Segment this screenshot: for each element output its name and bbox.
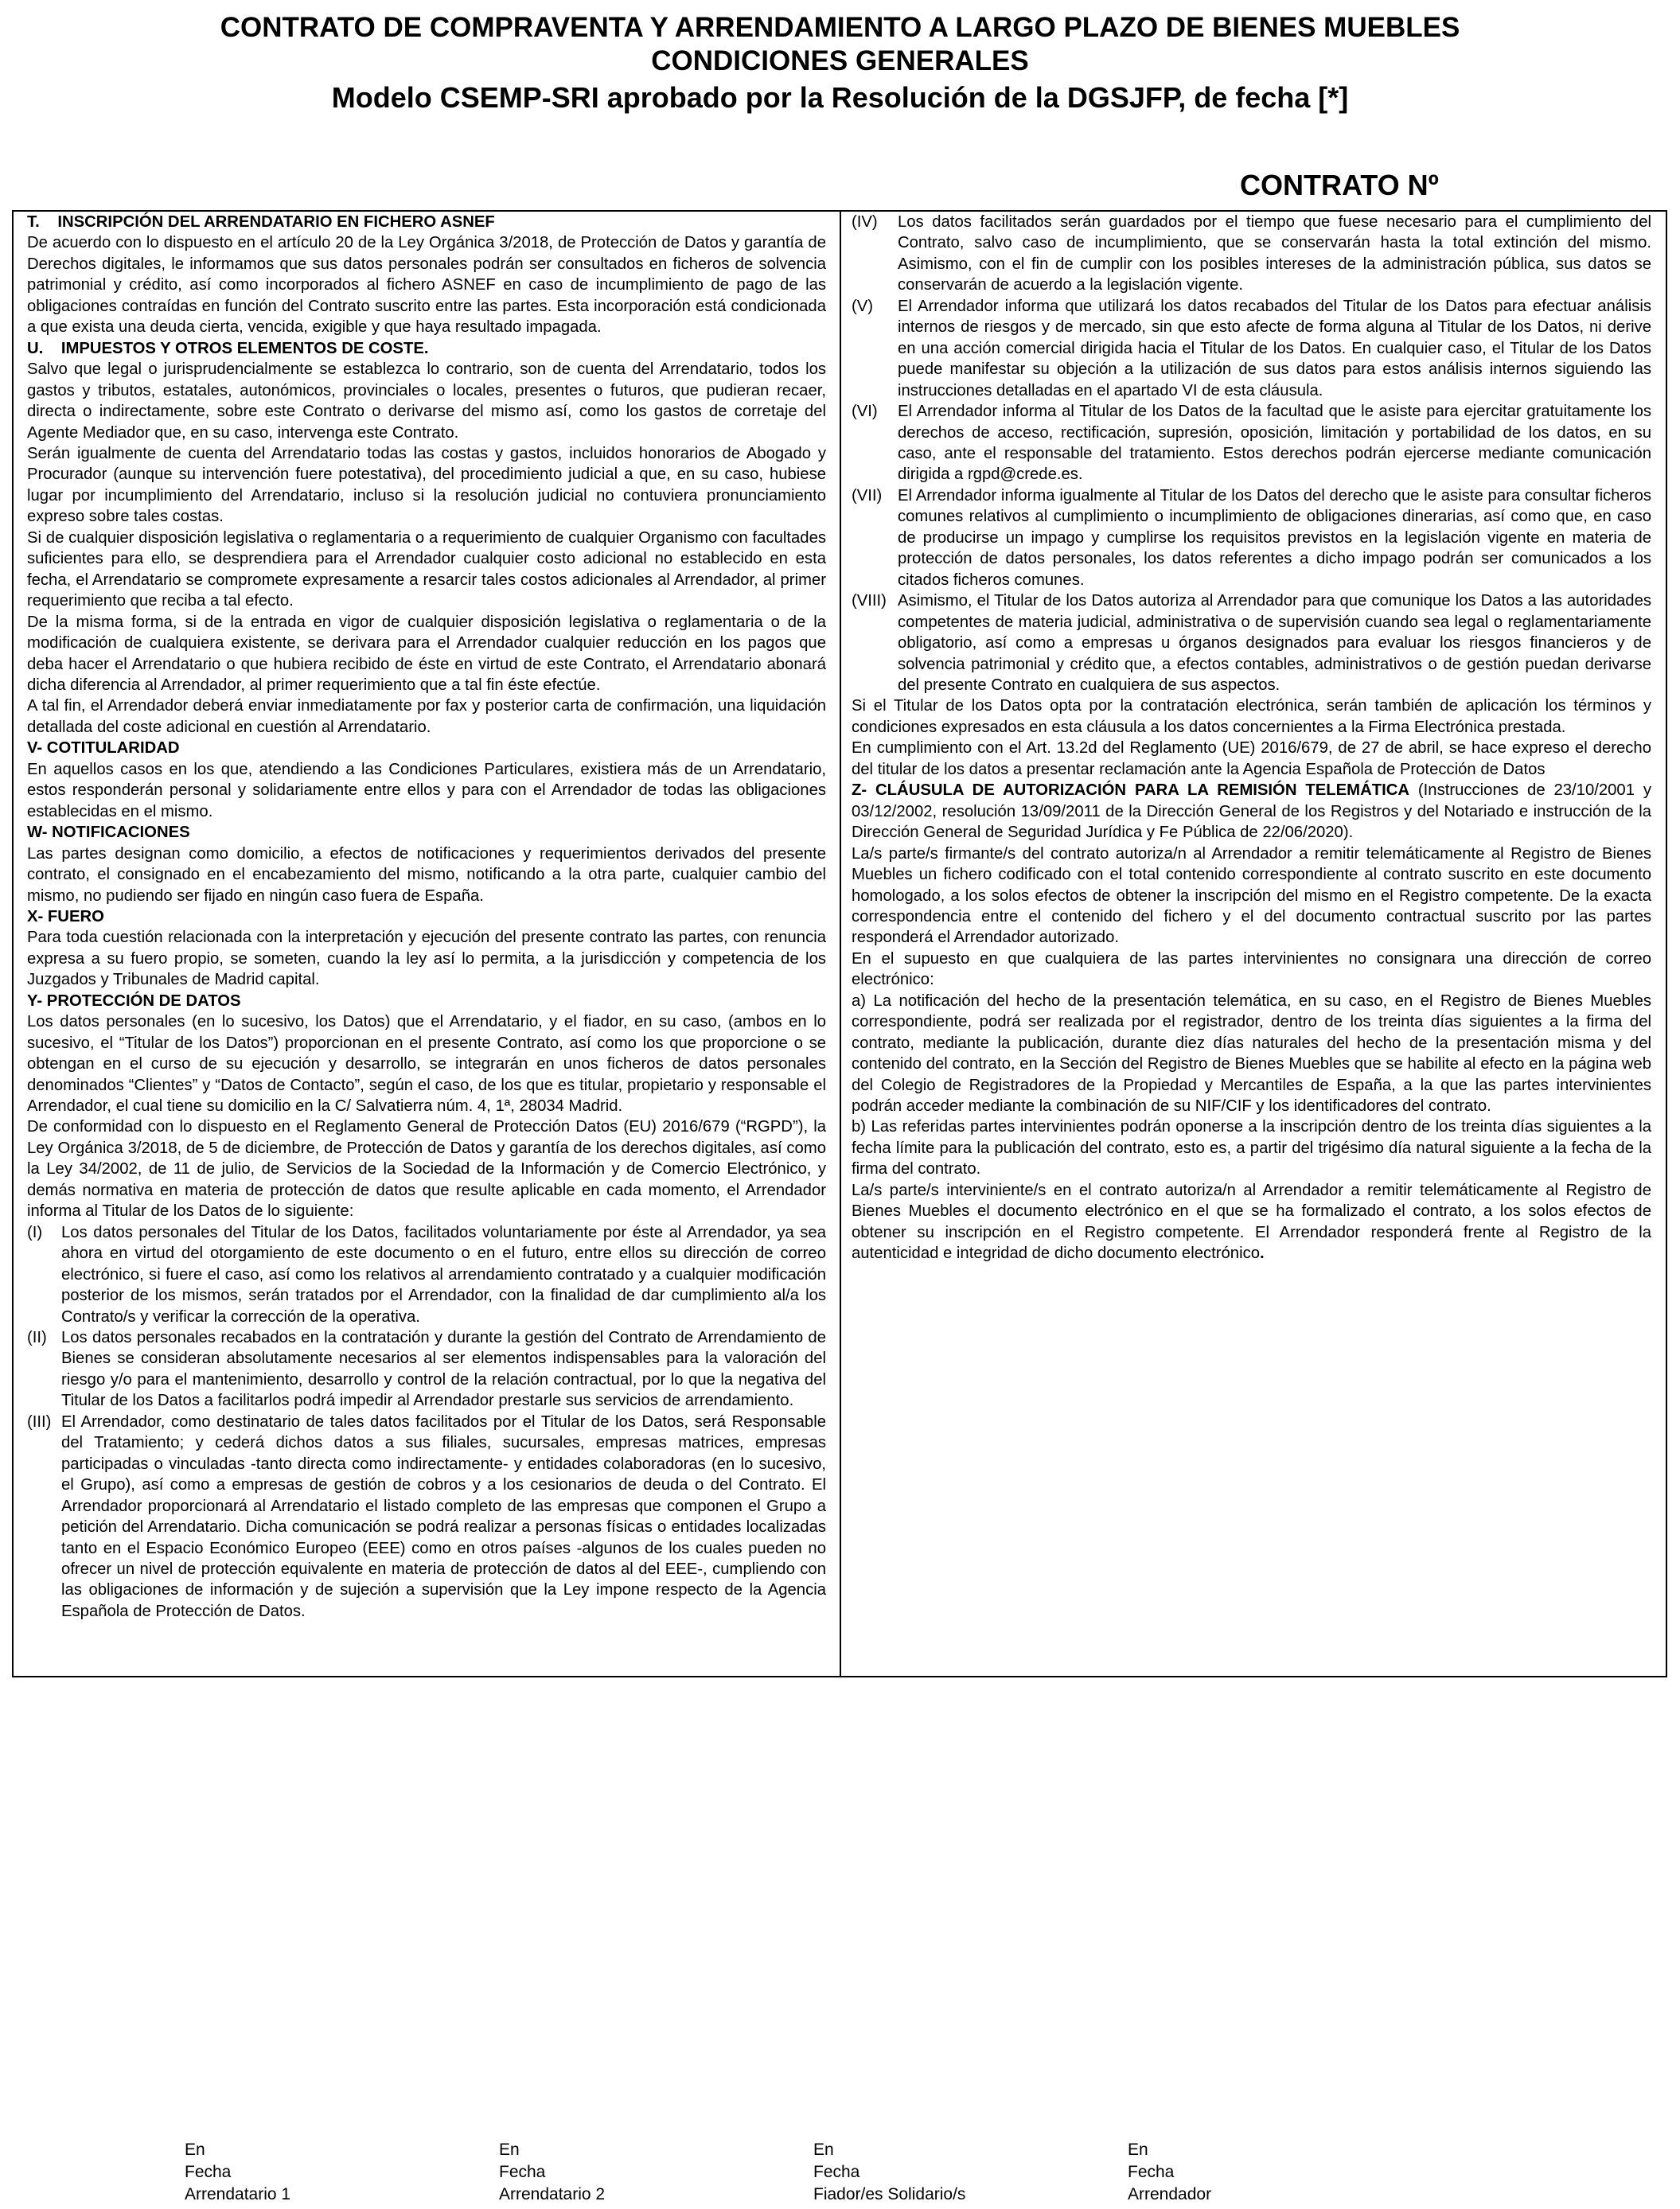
list-item — [852, 401, 1651, 485]
left-column — [27, 212, 826, 1622]
list-item-text: El Arrendador informa que utilizará los datos recabados del Titular de los Datos para efectuar análisis internos de riesgos y de mercado, sin que esto afecte de forma alguna al Titular de los Datos, ni derive en una acción comercial dirigida hacia el Titular de los Datos. En cualquier caso, el Titular de los Datos puede manifestar su objeción a la utilización de sus datos para estos análisis internos siguiendo las instrucciones detalladas en el apartado VI de esta cláusula. — [898, 297, 1651, 399]
list-item-number: (VI) — [852, 403, 878, 421]
clause-t-title: INSCRIPCIÓN DEL ARRENDATARIO EN FICHERO ASNEF — [57, 213, 495, 231]
column-divider — [840, 210, 841, 1677]
list-item — [852, 590, 1651, 695]
clause-z-heading-paragraph — [852, 780, 1651, 843]
list-item-number: (III) — [27, 1412, 52, 1431]
list-item-text: Los datos facilitados serán guardados por el tiempo que fuese necesario para el cumplimiento del Contrato, salvo caso de incumplimiento, que se conservarán hasta la total extinción del mismo. Asimismo, con el fin de cumplir con los posibles intereses de la administración pública, sus datos se conservarán de acuerdo a la legislación vigente. — [898, 213, 1651, 294]
clause-x-body: Para toda cuestión relacionada con la interpretación y ejecución del presente contrato las partes, con renuncia expresa a su fuero propio, se someten, cuando la ley así lo permita, a la jurisdicción y competencia de los Juzgados y Tribunales de Madrid capital. — [27, 929, 826, 989]
title-line-2: CONDICIONES GENERALES — [651, 45, 1029, 76]
document-header — [0, 11, 1680, 116]
clause-z-paragraph: b) Las referidas partes intervinientes podrán oponerse a la inscripción dentro de los treinta días siguientes a la fecha límite para la publicación del contrato, esto es, a partir del trigésimo día natural siguiente a la fecha de la firma del contrato. — [852, 1118, 1651, 1179]
clause-y-paragraph: En cumplimiento con el Art. 13.2d del Reglamento (UE) 2016/679, de 27 de abril, se hace expreso el derecho del titular de los datos a presentar reclamación ante la Agencia Española de Protección de Datos — [852, 739, 1651, 778]
signature-party: Fiador/es Solidario/s — [813, 2185, 966, 2203]
clause-v-body: En aquellos casos en los que, atendiendo a las Condiciones Particulares, existiera más de un Arrendatario, estos responderán personal y solidariamente entre ellos y para con el Arrendador de todas las obligaciones establecidas en el mismo. — [27, 760, 826, 820]
signature-place: En — [813, 2141, 834, 2159]
signature-block — [499, 2139, 605, 2206]
title-line-3: Modelo CSEMP-SRI aprobado por la Resolución de la DGSJFP, de fecha [*] — [331, 81, 1349, 114]
signature-date: Fecha — [1128, 2163, 1175, 2181]
list-item-number: (VIII) — [852, 592, 887, 610]
signature-date: Fecha — [185, 2163, 232, 2181]
clause-z-paragraph — [852, 1180, 1651, 1264]
clause-u-title: IMPUESTOS Y OTROS ELEMENTOS DE COSTE. — [60, 339, 429, 357]
title-line-1: CONTRATO DE COMPRAVENTA Y ARRENDAMIENTO A LARGO PLAZO DE BIENES MUEBLES — [220, 12, 1460, 43]
list-item-text: El Arrendador informa al Titular de los Datos de la facultad que le asiste para ejercitar gratuitamente los derechos de acceso, rectificación, supresión, oposición, limitación y portabilidad de los datos, en su caso, ante el responsable del tratamiento. Estos derechos podrán ejercerse mediante comunicación dirigida a rgpd@crede.es. — [898, 403, 1651, 484]
clause-v-heading: V- COTITULARIDAD — [27, 739, 180, 758]
list-item-text: El Arrendador informa igualmente al Titular de los Datos del derecho que le asiste para consultar ficheros comunes relativos al cumplimiento o incumplimiento de obligaciones dinerarias, así como que, en caso de producirse un impago y cumplirse los requisitos previstos en la legislación vigente en materia de protección de datos personales, los datos referentes a dicho impago podrán ser comunicados a los citados ficheros comunes. — [898, 486, 1651, 589]
clause-y-paragraph: Los datos personales (en lo sucesivo, los Datos) que el Arrendatario, y el fiador, en su caso, (ambos en lo sucesivo, el “Titular de los Datos”) proporcionan en el presente Contrato, así como los que proporcione o se obtengan en el curso de su ejecución y desarrollo, se integrarán en unos ficheros de datos personales denominados “Clientes” y “Datos de Contacto”, según el caso, de los que es titular, propietario y responsable el Arrendador, el cual tiene su domicilio en la C/ Salvatierra núm. 4, 1ª, 28034 Madrid. — [27, 1013, 826, 1116]
clause-z-final-period: . — [1260, 1245, 1265, 1263]
signature-party: Arrendatario 1 — [185, 2185, 291, 2203]
list-item-number: (V) — [852, 297, 874, 315]
clause-t-body: De acuerdo con lo dispuesto en el artículo 20 de la Ley Orgánica 3/2018, de Protección de Datos y garantía de Derechos digitales, le informamos que sus datos personales podrán ser consultados en ficheros de solvencia patrimonial y crédito, así como incorporados al fichero ASNEF en caso de incumplimiento de pago de las obligaciones contraídas en función del Contrato suscrito entre las partes. Esta incorporación está condicionada a que exista una deuda cierta, vencida, exigible y que haya resultado impagada. — [27, 234, 826, 337]
clause-u-paragraph: Si de cualquier disposición legislativa o reglamentaria o a requerimiento de cualquier Organismo con facultades suficientes para ello, se desprendiera para el Arrendador cualquier costo adicional no establecido en esta fecha, el Arrendatario se compromete expresamente a resarcir tales costos adicionales al Arrendador, al primer requerimiento que reciba a tal efecto. — [27, 528, 826, 610]
signature-place: En — [1128, 2141, 1148, 2159]
list-item-number: (VII) — [852, 486, 883, 505]
clause-w-body: Las partes designan como domicilio, a efectos de notificaciones y requerimientos derivados del presente contrato, el consignado en el encabezamiento del mismo, notificando a la otra parte, cualquier cambio del mismo, no pudiendo ser fijado en ningún caso fuera de España. — [27, 844, 826, 905]
clause-u-paragraph: De la misma forma, si de la entrada en vigor de cualquier disposición legislativa o reglamentaria o de la modificación de cualquiera existente, se derivara para el Arrendador cualquier reducción en los pagos que deba hacer el Arrendatario o que hubiera recibido de éste en virtud de este Contrato, el Arrendatario abonará dicha diferencia al Arrendador, al primer requerimiento que a tal fin éste efectúe. — [27, 613, 826, 694]
contract-number-label: CONTRATO Nº — [1240, 169, 1439, 201]
list-item — [27, 1327, 826, 1412]
clause-z-paragraph: En el supuesto en que cualquiera de las partes intervinientes no consignara una dirección de correo electrónico: — [852, 949, 1651, 989]
clause-u-number: U. — [27, 339, 44, 357]
clause-u-paragraph: Salvo que legal o jurisprudencialmente se establezca lo contrario, son de cuenta del Arrendatario, todos los gastos y tributos, estatales, autonómicos, provinciales o locales, presentes o futuros, que pudieran recaer, directa o indirectamente, sobre este Contrato o derivarse del mismo así, como los gastos de corretaje del Agente Mediador que, en su caso, intervenga este Contrato. — [27, 360, 826, 442]
clause-t-heading — [27, 212, 826, 232]
signature-block — [185, 2139, 290, 2206]
list-item-text: Los datos personales del Titular de los Datos, facilitados voluntariamente por éste al Arrendador, ya sea ahora en virtud del otorgamiento de este documento o en el futuro, entre ellos su dirección de correo electrónico, si fuere el caso, así como los relativos al arrendamiento contratado y a cualquier modificación posterior de los mismos, serán tratados por el Arrendador, con la finalidad de dar cumplimiento al/a los Contrato/s y verificar la corrección de la operativa. — [61, 1223, 826, 1326]
clause-w-heading: W- NOTIFICACIONES — [27, 824, 190, 842]
clause-u-paragraph: A tal fin, el Arrendador deberá enviar inmediatamente por fax y posterior carta de confirmación, una liquidación detallada del coste adicional en cuestión al Arrendatario. — [27, 697, 826, 736]
list-item-text: Asimismo, el Titular de los Datos autoriza al Arrendador para que comunique los Datos a las autoridades competentes de materia judicial, administrativa o de supervisión cuando sea legal o reglamentariamente obligatorio, así como a empresas u órganos designados para evaluar los riesgos financieros y de solvencia patrimonial y crédito que, a efectos contables, administrativos o de gestión puedan derivarse del presente Contrato en cualquiera de sus aspectos. — [898, 592, 1651, 694]
list-item-number: (I) — [27, 1223, 43, 1241]
right-column — [852, 212, 1651, 1264]
list-item — [852, 485, 1651, 590]
clause-z-paragraph: a) La notificación del hecho de la presentación telemática, en su caso, en el Registro de Bienes Muebles correspondiente, podrá ser realizada por el registrador, dentro de los treinta días siguientes a la firma del contrato, mediante la publicación, durante diez días naturales del hecho de la presentación misma y del contenido del contrato, en la Sección del Registro de Bienes Muebles que se habilite al efecto en la página web del Colegio de Registradores de la Propiedad y Mercantiles de España, a la que las partes intervinientes podrán acceder mediante la combinación de su NIF/CIF y los identificadores del contrato. — [852, 992, 1651, 1116]
signature-party: Arrendatario 2 — [499, 2185, 606, 2203]
signature-block — [813, 2139, 965, 2206]
clause-y-paragraph: De conformidad con lo dispuesto en el Reglamento General de Protección Datos (EU) 2016/679 (“RGPD”), la Ley Orgánica 3/2018, de 5 de diciembre, de Protección de Datos y garantía de los derechos digitales, así como la Ley 34/2002, de 11 de julio, de Servicios de la Sociedad de la Información y de Comercio Electrónico, y demás normativa en materia de protección de datos que resulte aplicable en cada momento, el Arrendador informa al Titular de los Datos de lo siguiente: — [27, 1118, 826, 1221]
clause-t-number: T. — [27, 213, 40, 231]
clause-u-heading — [27, 338, 826, 359]
list-item-text: El Arrendador, como destinatario de tales datos facilitados por el Titular de los Datos, será Responsable del Tratamiento; y cederá dichos datos a sus filiales, sucursales, empresas matrices, empresas participadas o vinculadas -tanto directa como indirectamente- y entidades colaboradoras (en lo sucesivo, el Grupo), así como a empresas de gestión de cobros y a los cesionarios de deuda o del Contrato. El Arrendador proporcionará al Arrendatario el listado completo de las empresas que componen el Grupo a petición del Arrendatario. Dicha comunicación se podrá realizar a personas físicas o entidades localizadas tanto en el Espacio Económico Europeo (EEE) como en otros países -algunos de los cuales pueden no ofrecer un nivel de protección equivalente en materia de protección de datos al del EEE-, cumpliendo con las obligaciones de información y de sujeción a supervisión que la Ley impone respecto de la Agencia Española de Protección de Datos. — [61, 1412, 826, 1620]
list-item — [27, 1412, 826, 1623]
clause-z-final-text: La/s parte/s interviniente/s en el contrato autoriza/n al Arrendador a remitir telemáticamente al Registro de Bienes Muebles el documento electrónico en el que se ha formalizado el contrato, a los solos efectos de obtener su inscripción en el Registro competente. El Arrendador responderá frente al Registro de la autenticidad e integridad de dicho documento electrónico — [852, 1181, 1651, 1263]
list-item — [27, 1222, 826, 1327]
clause-z-paragraph: La/s parte/s firmante/s del contrato autoriza/n al Arrendador a remitir telemáticamente al Registro de Bienes Muebles un fichero codificado con el total contenido correspondiente al contrato suscrito en este documento homologado, a los solos efectos de obtener la inscripción del mismo en el Registro competente. De la exacta correspondencia entre el contenido del fichero y el del documento contractual suscrito por las partes responderá el Arrendador autorizado. — [852, 844, 1651, 947]
clause-y-paragraph: Si el Titular de los Datos opta por la contratación electrónica, serán también de aplicación los términos y condiciones expresados en esta cláusula a los datos concernientes a la Firma Electrónica prestada. — [852, 697, 1651, 736]
signature-place: En — [185, 2141, 205, 2159]
signature-party: Arrendador — [1128, 2185, 1212, 2203]
signature-date: Fecha — [499, 2163, 546, 2181]
clause-y-heading: Y- PROTECCIÓN DE DATOS — [27, 992, 241, 1010]
list-item-number: (IV) — [852, 213, 878, 231]
signature-date: Fecha — [813, 2163, 860, 2181]
signature-place: En — [499, 2141, 520, 2159]
list-item — [852, 212, 1651, 296]
list-item-number: (II) — [27, 1329, 47, 1347]
list-item-text: Los datos personales recabados en la contratación y durante la gestión del Contrato de Arrendamiento de Bienes se consideran absolutamente necesarios al ser elementos indispensables para la valoración del riesgo y/o para el mantenimiento, desarrollo y control de la relación contractual, por lo que la negativa del Titular de los Datos a facilitarlos podrá impedir al Arrendador prestarle sus servicios de arrendamiento. — [61, 1329, 826, 1410]
clause-x-heading: X- FUERO — [27, 907, 104, 925]
clause-u-paragraph: Serán igualmente de cuenta del Arrendatario todas las costas y gastos, incluidos honorarios de Abogado y Procurador (aunque su intervención fuere potestativa), del procedimiento judicial a que, en su caso, hubiese lugar por incumplimiento del Arrendatario, incluso si la resolución judicial no contuviera pronunciamiento expreso sobre tales costas. — [27, 444, 826, 526]
list-item — [852, 296, 1651, 401]
clause-z-heading: Z- CLÁUSULA DE AUTORIZACIÓN PARA LA REMISIÓN TELEMÁTICA — [852, 781, 1410, 800]
signature-block — [1128, 2139, 1211, 2206]
clause-z-heading-tail: (Instrucciones de 23/10/2001 y 03/12/2002, resolución 13/09/2011 de la Dirección General de los Registros y del Notariado e instrucción de la Dirección General de Seguridad Jurídica y Fe Pública de 22/06/2020). — [852, 781, 1651, 842]
